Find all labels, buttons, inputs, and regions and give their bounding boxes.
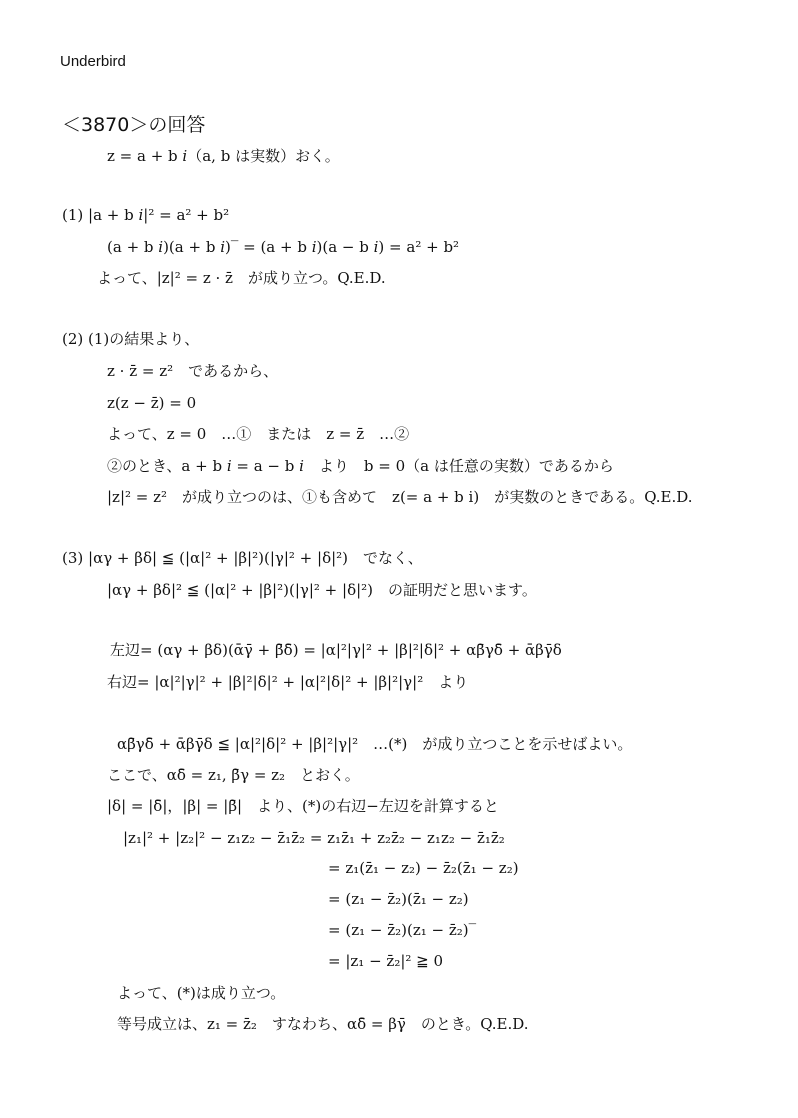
- part3-goal: αβ̄γδ̄ + ᾱβγ̄δ ≦ |α|²|δ|² + |β|²|γ|² …(*) が成り立つことを示せばよい。: [117, 735, 633, 753]
- part2-line-2: z · z̄ = z² であるから、: [107, 362, 279, 380]
- part3-compute: |δ| = |δ̄|，|β| = |β̄| より、(*)の右辺−左辺を計算すると: [107, 797, 499, 815]
- part3-calc-3: = (z₁ − z̄₂)(z̄₁ − z₂): [328, 890, 469, 908]
- part2-line-4: よって、z = 0 …① または z = z̄ …②: [107, 425, 410, 443]
- part3-substitution: ここで、αδ̄ = z₁, β̄γ = z₂ とおく。: [107, 766, 360, 784]
- part3-left-side: 左辺= (αγ + βδ)(ᾱγ̄ + β̄δ̄) = |α|²|γ|² + |β|²|δ|² + αβ̄γδ̄ + ᾱβγ̄δ: [110, 641, 562, 659]
- part2-line-1: (2) (1)の結果より、: [62, 330, 200, 348]
- page-title: ＜3870＞の回答: [62, 114, 206, 136]
- part3-calc-2: = z₁(z̄₁ − z₂) − z̄₂(z̄₁ − z₂): [328, 859, 519, 877]
- part3-calc-4: = (z₁ − z̄₂)(z₁ − z̄₂)‾: [328, 921, 477, 939]
- part3-right-side: 右辺= |α|²|γ|² + |β|²|δ|² + |α|²|δ|² + |β|²|γ|² より: [107, 673, 469, 691]
- part2-line-3: z(z − z̄) = 0: [107, 394, 197, 412]
- author-name: Underbird: [60, 53, 126, 70]
- part1-line-2: (a + b 𝑖)(a + b 𝑖)‾ = (a + b 𝑖)(a − b 𝑖) = a² + b²: [107, 238, 460, 256]
- part3-calc-5: = |z₁ − z̄₂|² ≧ 0: [328, 952, 444, 970]
- part3-line-1: (3) |αγ + βδ| ≦ (|α|² + |β|²)(|γ|² + |δ|²) でなく、: [62, 549, 423, 567]
- part2-line-6: |z|² = z² が成り立つのは、①も含めて z(= a + b i) が実数のときである。Q.E.D.: [107, 488, 693, 506]
- intro-line: z = a + b 𝑖（a, b は実数）おく。: [107, 147, 340, 165]
- part3-equality: 等号成立は、z₁ = z̄₂ すなわち、αδ̄ = βγ̄ のとき。Q.E.D.: [117, 1015, 529, 1033]
- part1-line-3: よって、|z|² = z · z̄ が成り立つ。Q.E.D.: [97, 269, 386, 287]
- part1-line-1: (1) |a + b 𝑖|² = a² + b²: [62, 206, 230, 224]
- part3-line-2: |αγ + βδ|² ≦ (|α|² + |β|²)(|γ|² + |δ|²) の証明だと思います。: [107, 581, 537, 599]
- part2-line-5: ②のとき、a + b 𝑖 = a − b 𝑖 より b = 0（a は任意の実数）であるから: [107, 457, 614, 475]
- part3-calc-1: |z₁|² + |z₂|² − z₁z₂ − z̄₁z̄₂ = z₁z̄₁ + z₂z̄₂ − z₁z₂ − z̄₁z̄₂: [123, 829, 505, 847]
- part3-conclusion: よって、(*)は成り立つ。: [117, 984, 286, 1002]
